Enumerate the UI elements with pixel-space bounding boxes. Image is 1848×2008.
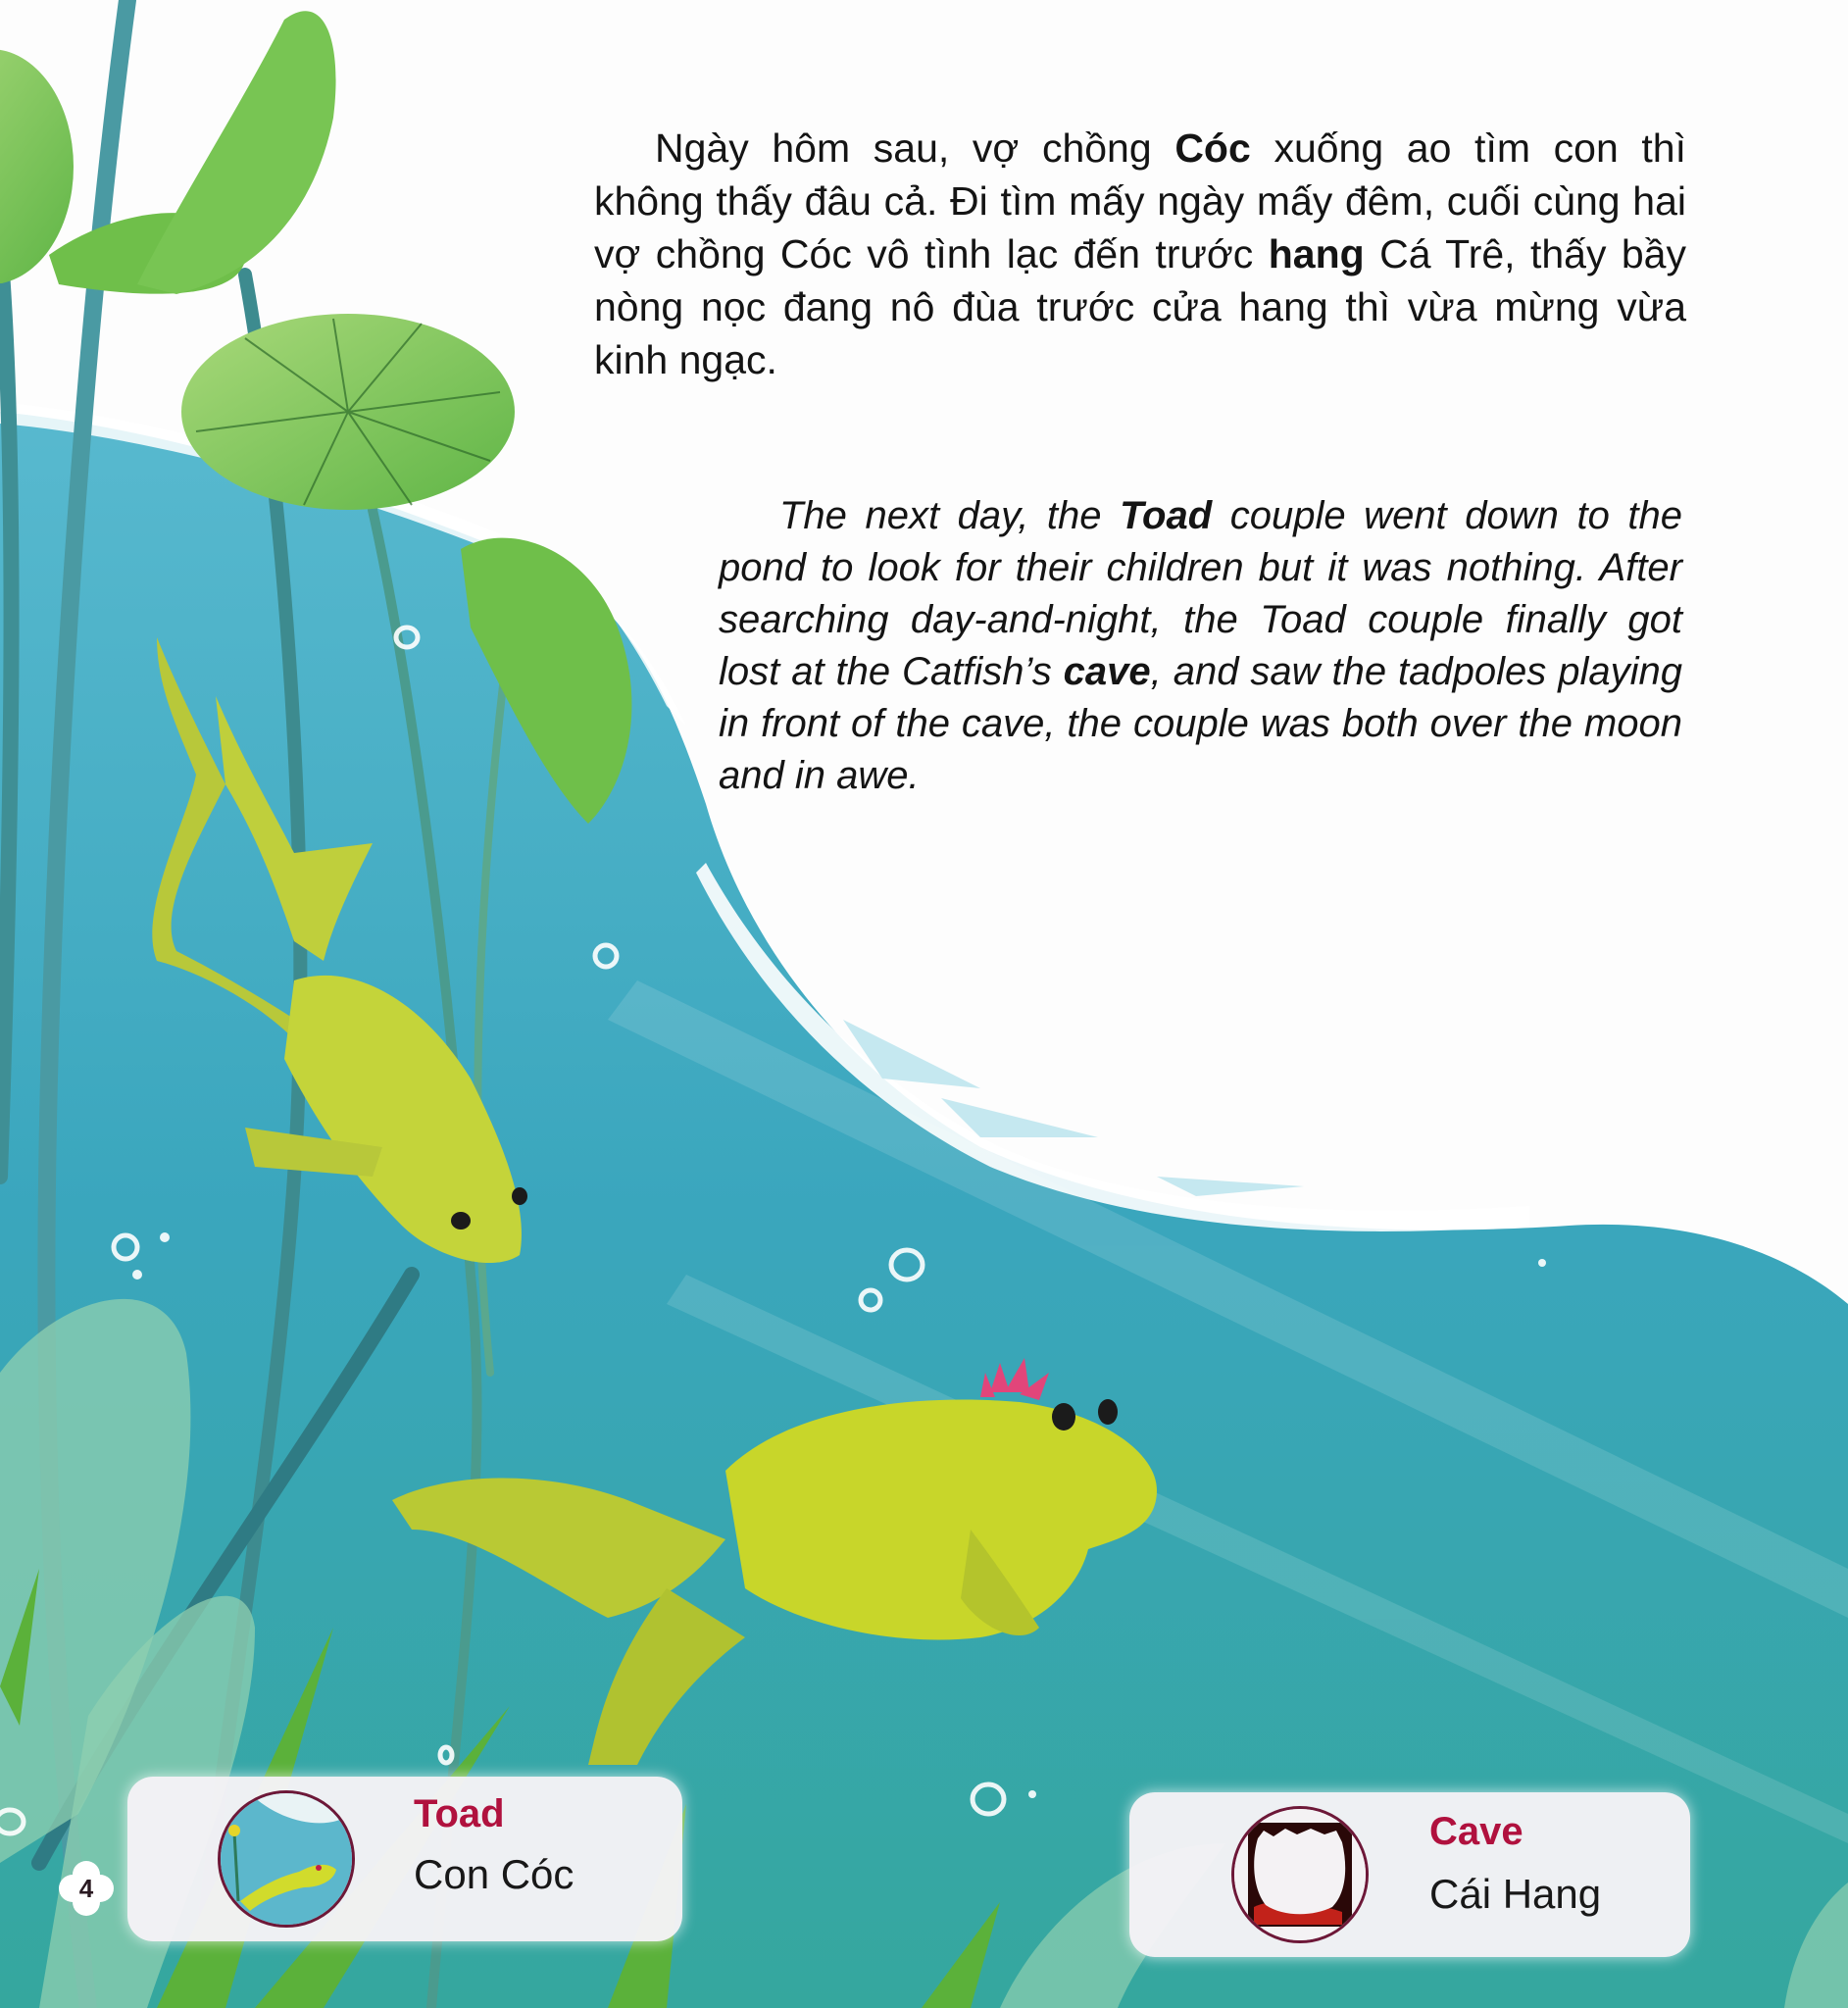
- story-vi-segment: Ngày hôm sau, vợ chồng: [655, 126, 1175, 171]
- page-number: 4: [78, 1874, 94, 1903]
- story-en-keyword-cave: cave: [1063, 650, 1151, 693]
- vocab-card-toad[interactable]: [127, 1777, 682, 1941]
- story-en-segment: , and saw the tadpoles playing in front of the cave, the couple was both over the moon and in awe.: [719, 650, 1682, 797]
- story-vi-segment: Cá Trê, thấy bầy nòng nọc đang nô đùa trước cửa hang thì vừa mừng vừa kinh ngạc.: [594, 231, 1686, 382]
- page-number-badge: [57, 1859, 116, 1918]
- vocab-word-vietnamese: Cái Hang: [1429, 1871, 1602, 1917]
- vocab-card-cave[interactable]: [1129, 1792, 1690, 1957]
- vocab-word-english: Toad: [414, 1792, 505, 1835]
- story-en-segment: couple went down to the pond to look for their children but it was nothing. After searching day-and-night, the Toad couple finally got lost at the Catfish’s: [719, 494, 1682, 693]
- story-vi-segment: xuống ao tìm con thì không thấy đâu cả. Đi tìm mấy ngày mấy đêm, cuối cùng hai vợ chồng Cóc vô tình lạc đến trước: [594, 126, 1686, 276]
- story-text-english: [719, 490, 1682, 802]
- toad-thumbnail-icon: [218, 1790, 355, 1928]
- story-en-segment: The next day, the: [779, 494, 1121, 537]
- story-text-vietnamese: [594, 122, 1686, 386]
- cave-thumbnail-icon: [1231, 1806, 1369, 1943]
- story-en-keyword-toad: Toad: [1120, 494, 1213, 537]
- vocab-word-english: Cave: [1429, 1810, 1523, 1853]
- story-vi-keyword-coc: Cóc: [1174, 126, 1251, 171]
- story-vi-keyword-hang: hang: [1268, 231, 1365, 276]
- vocab-word-vietnamese: Con Cóc: [414, 1851, 574, 1897]
